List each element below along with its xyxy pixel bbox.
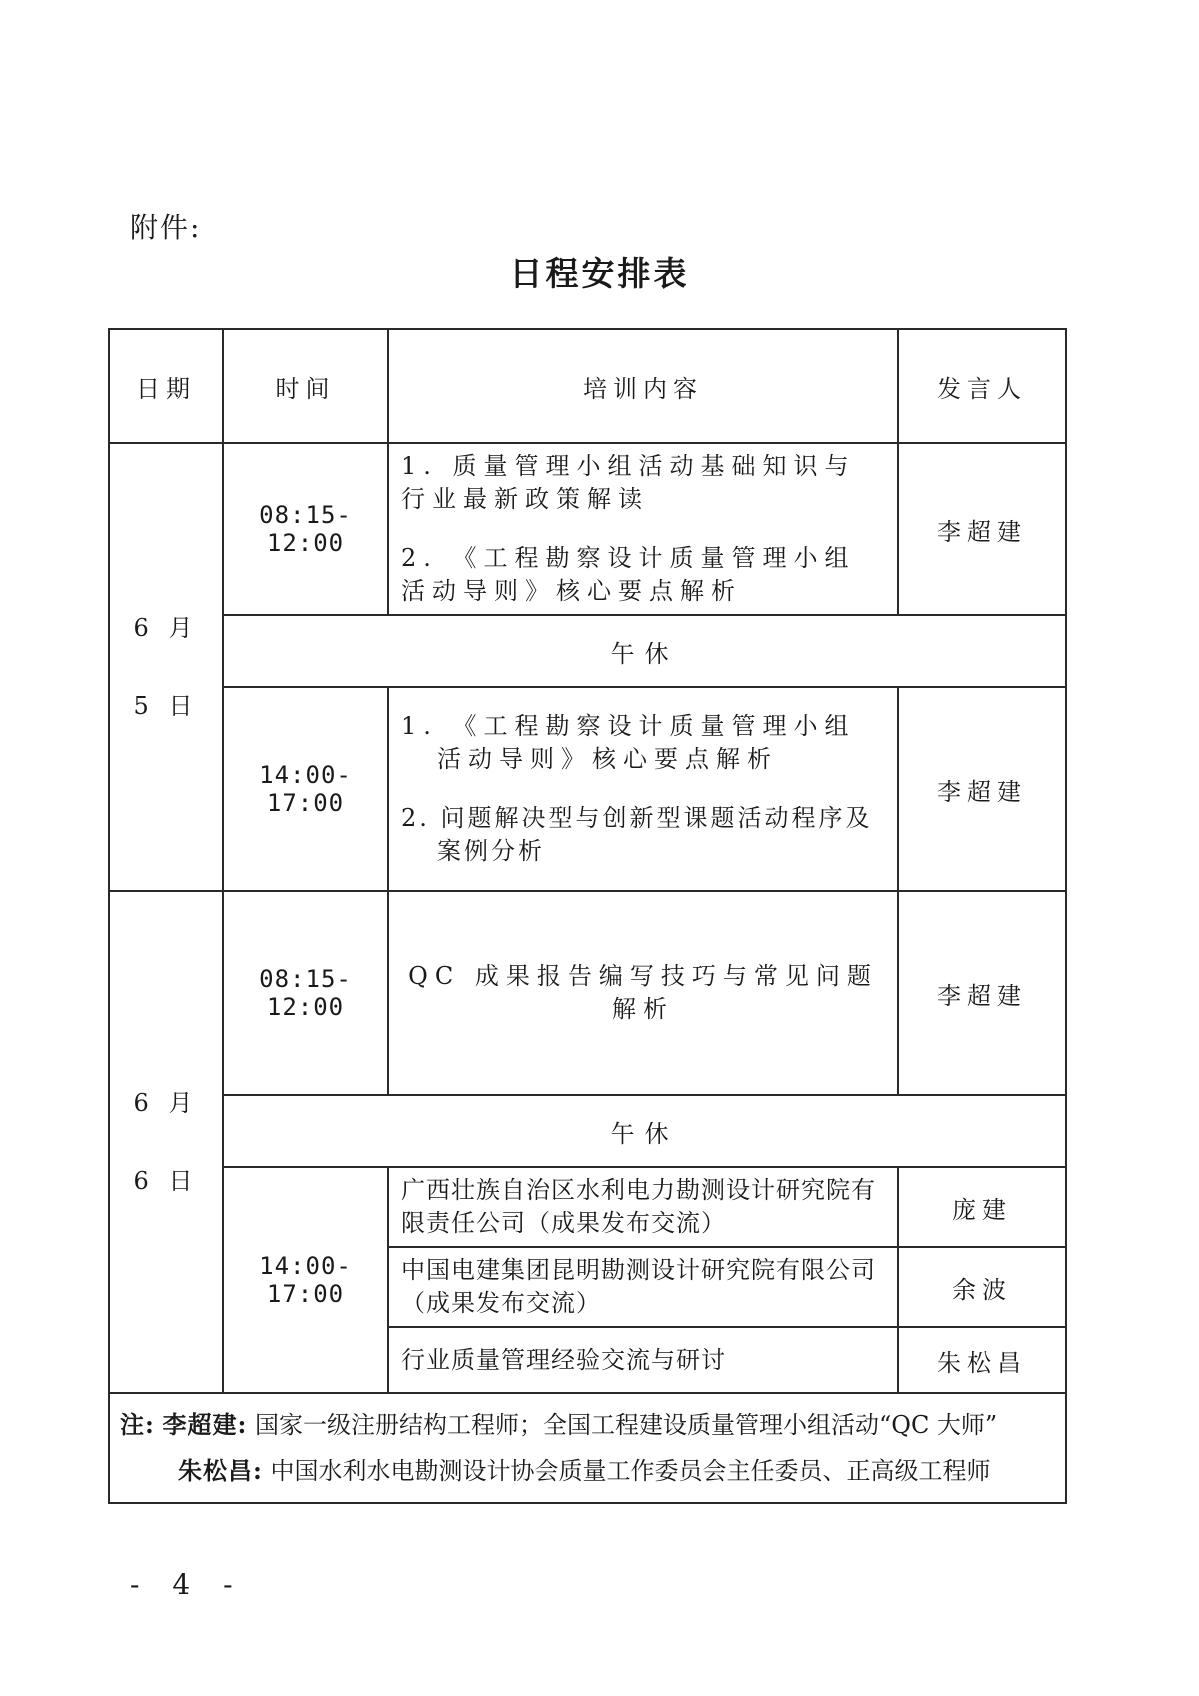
attachment-label: 附件: — [130, 211, 202, 244]
content-item: 1. 质量管理小组活动基础知识与行业最新政策解读 — [401, 452, 856, 513]
note-name: 李超建: — [162, 1410, 248, 1439]
page-title: 日程安排表 — [509, 254, 690, 293]
date-cell-day1 — [109, 443, 223, 891]
page-number: - 4 - — [130, 1568, 245, 1601]
note-name: 朱松昌: — [178, 1456, 263, 1485]
header-content: 培训内容 — [388, 329, 898, 443]
table-row — [109, 443, 1066, 615]
content-item: 1. 《工程勘察设计质量管理小组活动导则》核心要点解析 — [401, 712, 856, 773]
date-month: 6 月 — [133, 1089, 199, 1117]
table-row — [109, 891, 1066, 1095]
date-day: 6 日 — [133, 1167, 199, 1195]
note-text: 国家一级注册结构工程师；全国工程建设质量管理小组活动“QC 大师” — [255, 1411, 998, 1439]
content-cell: 广西壮族自治区水利电力勘测设计研究院有限责任公司（成果发布交流） — [388, 1167, 898, 1247]
note-text: 中国水利水电勘测设计协会质量工作委员会主任委员、正高级工程师 — [270, 1457, 991, 1485]
note-line — [120, 1402, 1055, 1448]
time-cell: 08:15-12:00 — [223, 891, 388, 1095]
speaker-cell: 李超建 — [898, 891, 1066, 1095]
header-time: 时间 — [223, 329, 388, 443]
header-date: 日期 — [109, 329, 223, 443]
content-cell — [388, 443, 898, 615]
date-day: 5 日 — [133, 692, 199, 720]
speaker-cell: 庞建 — [898, 1167, 1066, 1247]
content-cell: QC 成果报告编写技巧与常见问题解析 — [388, 891, 898, 1095]
date-cell-day2 — [109, 891, 223, 1393]
speaker-cell: 李超建 — [898, 687, 1066, 891]
content-cell: 中国电建集团昆明勘测设计研究院有限公司（成果发布交流） — [388, 1247, 898, 1327]
note-line — [120, 1448, 1055, 1494]
speaker-cell: 朱松昌 — [898, 1327, 1066, 1393]
schedule-table — [108, 328, 1067, 1504]
speaker-cell: 余波 — [898, 1247, 1066, 1327]
note-row — [109, 1393, 1066, 1503]
time-cell: 14:00-17:00 — [223, 687, 388, 891]
table-header-row — [109, 329, 1066, 443]
table-row-lunch — [109, 615, 1066, 687]
table-row — [109, 687, 1066, 891]
content-item: 2. 问题解决型与创新型课题活动程序及案例分析 — [401, 804, 873, 865]
speaker-cell: 李超建 — [898, 443, 1066, 615]
table-row-lunch — [109, 1095, 1066, 1167]
lunch-break: 午休 — [223, 1095, 1066, 1167]
time-cell: 14:00-17:00 — [223, 1167, 388, 1393]
header-speaker: 发言人 — [898, 329, 1066, 443]
note-cell — [109, 1393, 1066, 1503]
lunch-break: 午休 — [223, 615, 1066, 687]
date-month: 6 月 — [133, 614, 199, 642]
table-row — [109, 1167, 1066, 1247]
note-prefix: 注: — [120, 1410, 155, 1439]
time-cell: 08:15-12:00 — [223, 443, 388, 615]
content-item: 2. 《工程勘察设计质量管理小组活动导则》核心要点解析 — [401, 544, 856, 605]
content-cell — [388, 687, 898, 891]
content-cell: 行业质量管理经验交流与研讨 — [388, 1327, 898, 1393]
